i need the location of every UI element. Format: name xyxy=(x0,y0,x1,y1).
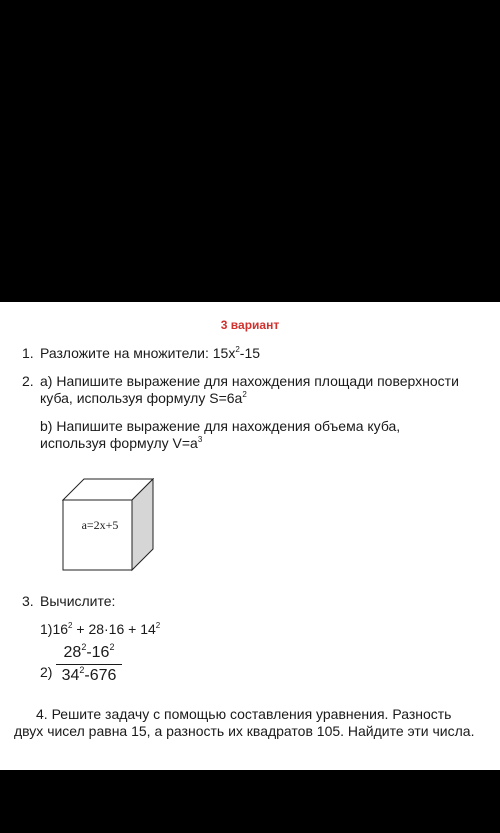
top-black-area xyxy=(0,0,500,302)
question-1-number: 1. xyxy=(22,345,34,361)
fraction-bar xyxy=(56,664,122,665)
document-page xyxy=(0,302,500,770)
question-4-line-2: двух чисел равна 15, а разность их квадратов 105. Найдите эти числа. xyxy=(14,723,475,739)
fraction-numerator: $28^2-16^2$ xyxy=(63,642,115,661)
question-2b-line-1: b) Напишите выражение для нахождения объема куба, xyxy=(40,418,401,434)
question-2a-line-1: a) Напишите выражение для нахождения площади поверхности xyxy=(40,373,459,389)
variant-title: 3 вариант xyxy=(220,318,280,332)
question-2b-line-2: используя формулу $V=a^3$ xyxy=(40,435,203,451)
question-2a-line-2: куба, используя формулу $S=6a^2$ xyxy=(40,390,247,406)
question-3-title: Вычислите: xyxy=(40,593,116,609)
question-2-number: 2. xyxy=(22,373,34,389)
bottom-black-area xyxy=(0,770,500,833)
question-3-number: 3. xyxy=(22,593,34,609)
fraction-denominator: $34^2-676$ xyxy=(61,665,117,684)
question-3-fraction xyxy=(56,644,122,685)
question-1-text: Разложите на множители: $15x^2-15$ xyxy=(40,345,261,361)
question-3-expression-1: $1)16^2 + 28\cdot 16 + 14^2$ xyxy=(40,621,161,637)
cube-edge-label: a=2x+5 xyxy=(81,518,119,532)
cube-front-face xyxy=(63,500,132,570)
question-3-expression-2-label: 2) xyxy=(40,664,53,680)
question-4-line-1: 4. Решите задачу с помощью составления уравнения. Разность xyxy=(36,706,452,722)
